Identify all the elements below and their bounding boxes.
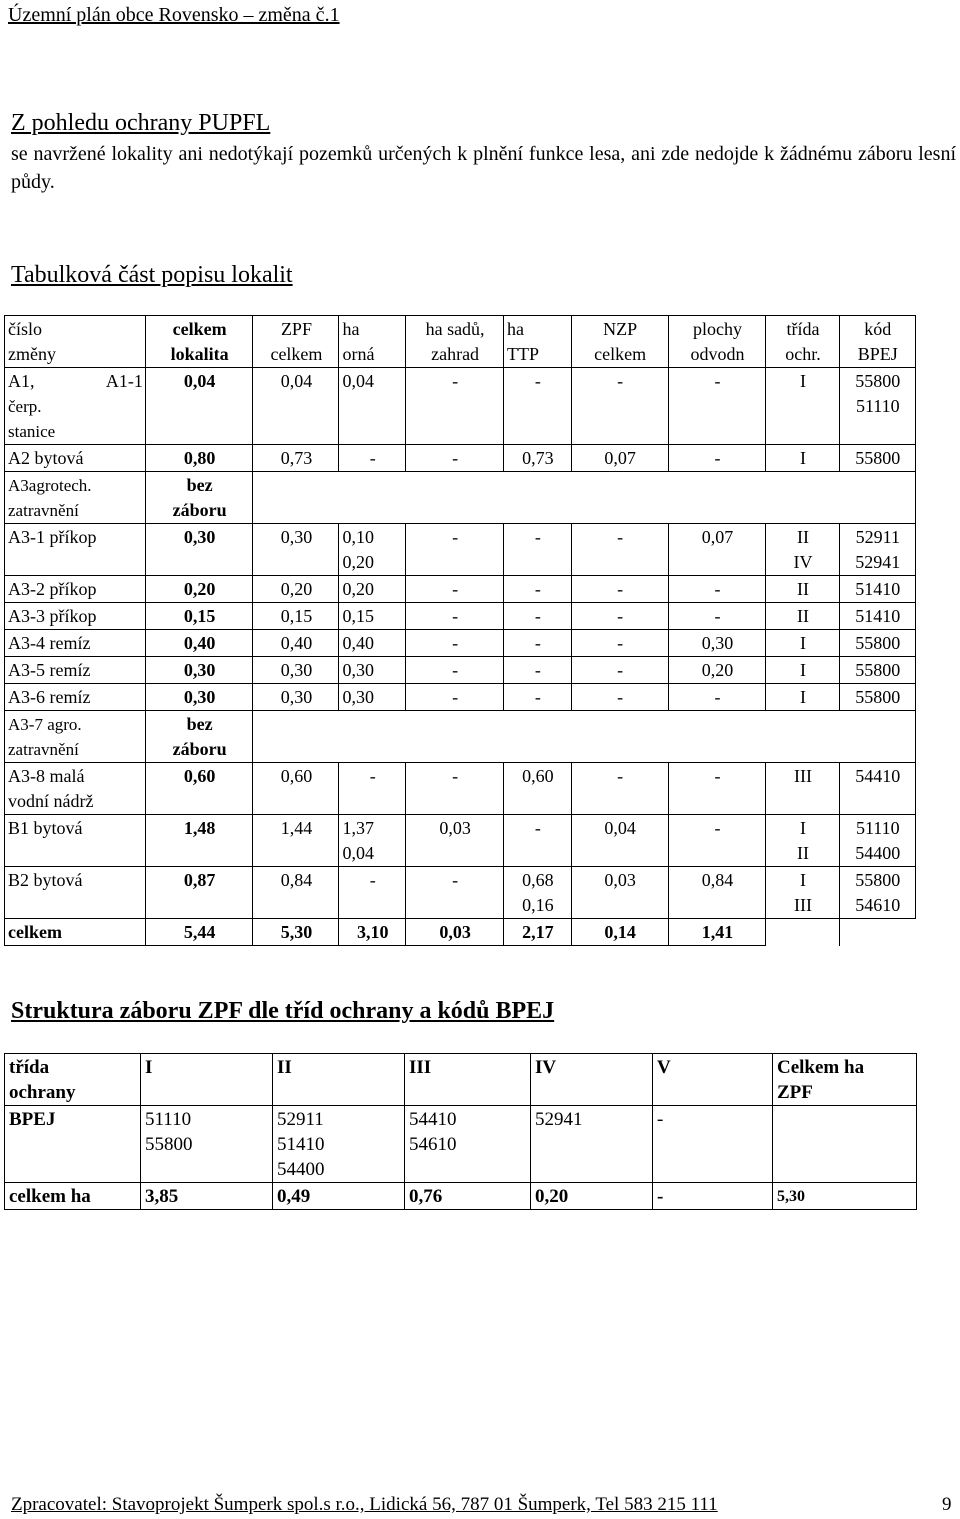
cell-sady: - (406, 684, 504, 711)
cell-trida: I (766, 630, 839, 657)
cell-sady: - (406, 576, 504, 603)
cell-sady: - (406, 524, 504, 576)
cell-nzp: 0,03 (571, 867, 668, 919)
cell-sady: - (406, 368, 504, 445)
cell-kod: 51110 54400 (839, 815, 915, 867)
table-row (5, 524, 916, 576)
cell-plochy: 0,30 (668, 630, 766, 657)
cell-celkem: 0,20 (145, 576, 253, 603)
cell-nzp: - (571, 684, 668, 711)
header-class-ii: II (273, 1054, 405, 1106)
cell-ttp: - (504, 576, 572, 603)
cell-empty (406, 472, 504, 524)
header-trida: třída ochr. (766, 316, 839, 368)
cell-celkem: 0,30 (145, 657, 253, 684)
cell-empty (839, 472, 915, 524)
table-row (5, 763, 916, 815)
row-name: A3-8 malá vodní nádrž (5, 763, 146, 815)
row-name: A3-2 příkop (5, 576, 146, 603)
cell-orna: 0,30 (339, 657, 406, 684)
cell-trida: III (766, 763, 839, 815)
cell-nzp: - (571, 763, 668, 815)
cell-zpf: 0,20 (253, 576, 339, 603)
cell-celkem: 0,40 (145, 630, 253, 657)
cell-empty (571, 472, 668, 524)
cell-kod: 55800 54610 (839, 867, 915, 919)
cell-celkem: 0,15 (145, 603, 253, 630)
cell-empty (668, 472, 766, 524)
cell-ttp: - (504, 684, 572, 711)
header-orna: ha orná (339, 316, 406, 368)
cell-bpej-iv: 52941 (531, 1106, 653, 1183)
cell-zpf: 0,40 (253, 630, 339, 657)
cell-ttp: 2,17 (504, 919, 572, 946)
cell-kod: 55800 (839, 445, 915, 472)
cell-celkem: 0,04 (145, 368, 253, 445)
table-row (5, 445, 916, 472)
cell-empty (253, 472, 339, 524)
cell-orna: 0,15 (339, 603, 406, 630)
cell-bpej-i: 51110 55800 (141, 1106, 273, 1183)
document-header-title: Územní plán obce Rovensko – změna č.1 (8, 4, 340, 26)
cell-celkem: 0,87 (145, 867, 253, 919)
page-number: 9 (942, 1494, 952, 1515)
cell-total-iii: 0,76 (405, 1183, 531, 1210)
cell-plochy: - (668, 576, 766, 603)
cell-ttp: - (504, 657, 572, 684)
cell-trida: I (766, 445, 839, 472)
cell-celkem: 0,30 (145, 524, 253, 576)
cell-empty (839, 711, 915, 763)
cell-trida: II (766, 576, 839, 603)
cell-nzp: - (571, 576, 668, 603)
cell-zpf: 1,44 (253, 815, 339, 867)
cell-nzp: - (571, 524, 668, 576)
header-plochy: plochy odvodn (668, 316, 766, 368)
cell-nzp: - (571, 630, 668, 657)
cell-empty (406, 711, 504, 763)
cell-orna: - (339, 763, 406, 815)
cell-zpf: 0,04 (253, 368, 339, 445)
cell-ttp: - (504, 368, 572, 445)
cell-trida: I (766, 368, 839, 445)
cell-trida: I (766, 657, 839, 684)
header-ttp: ha TTP (504, 316, 572, 368)
row-name-line (8, 369, 143, 394)
cell-zpf: 5,30 (253, 919, 339, 946)
cell-celkem: 0,30 (145, 684, 253, 711)
cell-orna: 0,04 (339, 368, 406, 445)
header-total-zpf: Celkem ha ZPF (773, 1054, 917, 1106)
cell-empty (668, 711, 766, 763)
cell-sady: 0,03 (406, 815, 504, 867)
cell-bpej-iii: 54410 54610 (405, 1106, 531, 1183)
row-name: A3agrotech. zatravnění (5, 472, 146, 524)
cell-trida: I III (766, 867, 839, 919)
cell-trida: I II (766, 815, 839, 867)
table-row (5, 711, 916, 763)
row-name: A3-5 remíz (5, 657, 146, 684)
row-name: A3-1 příkop (5, 524, 146, 576)
row-name (5, 368, 146, 445)
row-name: A3-6 remíz (5, 684, 146, 711)
cell-zpf: 0,30 (253, 657, 339, 684)
cell-zpf: 0,84 (253, 867, 339, 919)
cell-celkem: bez záboru (145, 711, 253, 763)
pupfl-paragraph: se navržené lokality ani nedotýkají pozemků určených k plnění funkce lesa, ani zde nedojde k žádnému záboru lesní půdy. (11, 143, 956, 193)
table-row (5, 472, 916, 524)
cell-orna: 0,20 (339, 576, 406, 603)
cell-orna: 0,40 (339, 630, 406, 657)
cell-plochy: - (668, 603, 766, 630)
cell-plochy: - (668, 445, 766, 472)
cell-bpej-total (773, 1106, 917, 1183)
cell-sady: - (406, 630, 504, 657)
pupfl-heading: Z pohledu ochrany PUPFL (11, 110, 271, 136)
cell-total-v: - (653, 1183, 773, 1210)
cell-trida: II IV (766, 524, 839, 576)
header-sady: ha sadů, zahrad (406, 316, 504, 368)
cell-nzp: - (571, 657, 668, 684)
table-row (5, 603, 916, 630)
header-nzp: NZP celkem (571, 316, 668, 368)
header-zpf: ZPF celkem (253, 316, 339, 368)
cell-trida: I (766, 684, 839, 711)
header-class-iii: III (405, 1054, 531, 1106)
cell-orna: 1,37 0,04 (339, 815, 406, 867)
cell-ttp: - (504, 815, 572, 867)
row-name-part: A1-1 (105, 371, 143, 391)
cell-sady: - (406, 657, 504, 684)
row-name: B1 bytová (5, 815, 146, 867)
cell-kod (839, 919, 915, 946)
cell-ttp: - (504, 630, 572, 657)
cell-sady: - (406, 445, 504, 472)
row-name: A3-4 remíz (5, 630, 146, 657)
cell-sady: 0,03 (406, 919, 504, 946)
cell-plochy: - (668, 763, 766, 815)
cell-empty (571, 711, 668, 763)
cell-celkem: 1,48 (145, 815, 253, 867)
cell-trida: II (766, 603, 839, 630)
table-row (5, 630, 916, 657)
cell-orna: 0,30 (339, 684, 406, 711)
cell-empty (339, 472, 406, 524)
header-cislo: číslo změny (5, 316, 146, 368)
table-row (5, 815, 916, 867)
cell-sady: - (406, 867, 504, 919)
cell-zpf: 0,60 (253, 763, 339, 815)
cell-kod: 52911 52941 (839, 524, 915, 576)
cell-zpf: 0,30 (253, 684, 339, 711)
table-row (5, 684, 916, 711)
cell-nzp: 0,07 (571, 445, 668, 472)
table-row (5, 368, 916, 445)
cell-empty (504, 711, 572, 763)
cell-empty (766, 711, 839, 763)
cell-kod: 51410 (839, 576, 915, 603)
row-name-sub: čerp. stanice (8, 397, 56, 441)
cell-ttp: - (504, 524, 572, 576)
table-total-row (5, 1183, 917, 1210)
cell-plochy: - (668, 684, 766, 711)
row-name: A3-7 agro. zatravnění (5, 711, 146, 763)
row-label-bpej: BPEJ (5, 1106, 141, 1183)
cell-orna: 3,10 (339, 919, 406, 946)
footer-company-info: Zpracovatel: Stavoprojekt Šumperk spol.s r.o., Lidická 56, 787 01 Šumperk, Tel 583 215 111 (11, 1494, 718, 1515)
cell-kod: 54410 (839, 763, 915, 815)
row-name: B2 bytová (5, 867, 146, 919)
cell-plochy: 0,20 (668, 657, 766, 684)
header-kod: kód BPEJ (839, 316, 915, 368)
table-total-row (5, 919, 916, 946)
cell-trida (766, 919, 839, 946)
cell-orna: - (339, 867, 406, 919)
cell-nzp: 0,14 (571, 919, 668, 946)
cell-celkem: 0,80 (145, 445, 253, 472)
cell-kod: 51410 (839, 603, 915, 630)
cell-nzp: 0,04 (571, 815, 668, 867)
cell-zpf: 0,73 (253, 445, 339, 472)
table-row (5, 657, 916, 684)
row-label-total: celkem ha (5, 1183, 141, 1210)
cell-bpej-ii: 52911 51410 54400 (273, 1106, 405, 1183)
cell-bpej-v: - (653, 1106, 773, 1183)
cell-celkem: 0,60 (145, 763, 253, 815)
cell-plochy: 0,84 (668, 867, 766, 919)
cell-ttp: 0,68 0,16 (504, 867, 572, 919)
cell-orna: - (339, 445, 406, 472)
cell-empty (339, 711, 406, 763)
cell-kod: 55800 (839, 630, 915, 657)
cell-celkem: bez záboru (145, 472, 253, 524)
table-row (5, 576, 916, 603)
cell-zpf: 0,15 (253, 603, 339, 630)
cell-kod: 55800 51110 (839, 368, 915, 445)
row-name: A2 bytová (5, 445, 146, 472)
cell-celkem: 5,44 (145, 919, 253, 946)
cell-zpf: 0,30 (253, 524, 339, 576)
cell-total-iv: 0,20 (531, 1183, 653, 1210)
zpf-structure-table (4, 1053, 917, 1210)
cell-sady: - (406, 603, 504, 630)
cell-kod: 55800 (839, 657, 915, 684)
cell-orna: 0,10 0,20 (339, 524, 406, 576)
row-name: celkem (5, 919, 146, 946)
cell-ttp: 0,73 (504, 445, 572, 472)
localities-table (4, 315, 916, 946)
cell-ttp: - (504, 603, 572, 630)
cell-kod: 55800 (839, 684, 915, 711)
cell-nzp: - (571, 368, 668, 445)
cell-plochy: - (668, 368, 766, 445)
cell-plochy: 1,41 (668, 919, 766, 946)
cell-total-ii: 0,49 (273, 1183, 405, 1210)
header-class-iv: IV (531, 1054, 653, 1106)
zpf-structure-heading: Struktura záboru ZPF dle tříd ochrany a kódů BPEJ (11, 998, 555, 1024)
header-trida-ochrany: třída ochrany (5, 1054, 141, 1106)
header-celkem: celkem lokalita (145, 316, 253, 368)
cell-total-zpf: 5,30 (773, 1183, 917, 1210)
header-class-i: I (141, 1054, 273, 1106)
localities-table-heading: Tabulková část popisu lokalit (11, 262, 293, 288)
cell-empty (504, 472, 572, 524)
cell-ttp: 0,60 (504, 763, 572, 815)
cell-empty (253, 711, 339, 763)
row-name: A3-3 příkop (5, 603, 146, 630)
cell-plochy: 0,07 (668, 524, 766, 576)
row-name-part: A1, (8, 371, 35, 391)
cell-empty (766, 472, 839, 524)
table-header-row (5, 316, 916, 368)
cell-nzp: - (571, 603, 668, 630)
table-row (5, 867, 916, 919)
header-class-v: V (653, 1054, 773, 1106)
cell-sady: - (406, 763, 504, 815)
table-header-row (5, 1054, 917, 1106)
table-row (5, 1106, 917, 1183)
cell-plochy: - (668, 815, 766, 867)
cell-total-i: 3,85 (141, 1183, 273, 1210)
